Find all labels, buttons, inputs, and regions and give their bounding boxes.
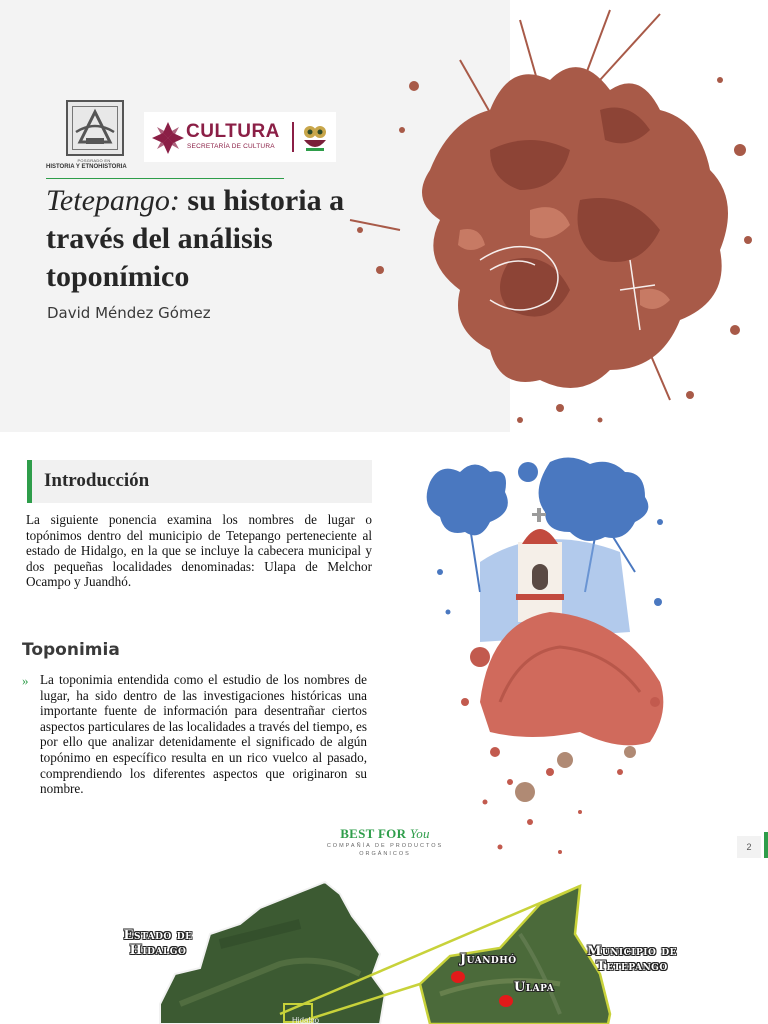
posgrado-logo-line2: HISTORIA Y ETNOHISTORIA — [46, 164, 127, 170]
intro-heading: Introducción — [44, 470, 150, 491]
church-dome-artwork — [420, 452, 680, 862]
posgrado-emblem-icon — [66, 100, 124, 156]
posgrado-logo — [46, 100, 142, 174]
title-rule — [46, 178, 284, 179]
title-italic: Tetepango: — [46, 184, 180, 217]
cultura-subtitle: SECRETARÍA DE CULTURA — [187, 143, 275, 150]
intro-paragraph: La siguiente ponencia examina los nombres de lugar o topónimos dentro del municipio de Tetepango perteneciente al estado de Hidalgo, en la que se incluye la cabecera municipal y dos pequeñas localidades denominadas: Ulapa de Melchor Ocampo y Juandhó. — [26, 512, 372, 590]
cultura-flower-icon — [148, 118, 188, 158]
page-number-accent — [764, 832, 768, 858]
map-label-hidalgo-small: Hidalgo — [292, 1016, 320, 1024]
brand-main: BEST FOR — [340, 826, 407, 841]
cultura-wordmark: CULTURA — [186, 121, 280, 142]
author-name: David Méndez Gómez — [47, 304, 211, 322]
cultura-divider — [292, 122, 294, 152]
ulapa-marker — [499, 995, 513, 1007]
posgrado-logo-line1: POSGRADO EN — [77, 158, 111, 163]
title-slide — [0, 0, 768, 432]
page-number: 2 — [737, 836, 761, 858]
cultura-logo — [144, 112, 336, 162]
toponimia-paragraph: La toponimia entendida como el estudio de los nombres de lugar, ha sido dentro de las investigaciones históricas una importante fuente de información para desentrañar ciertos aspectos particulares de las localidades a través del tiempo, es por ello que analizar detenidamente el significado de algún topónimo en específico resulta en un rico vuelco al pasado, comprendiendo los diferentes aspectos que originaron su nombre. — [40, 672, 367, 797]
map-label-estado: Estado de Hidalgo — [123, 928, 193, 958]
juandho-marker — [451, 971, 465, 983]
rock-carving-artwork — [340, 0, 768, 432]
hidalgo-shield-icon — [300, 120, 330, 154]
presentation-title — [46, 182, 346, 296]
brand-italic: You — [409, 826, 430, 841]
brand-subtitle: COMPAÑÍA DE PRODUCTOS ORGÁNICOS — [326, 843, 444, 857]
title-rest: su historia a través del análisis toponímico — [46, 184, 345, 293]
intro-heading-box — [27, 460, 372, 503]
intro-slide — [0, 432, 768, 864]
map-label-municipio: Municipio de Tetepango — [586, 944, 678, 974]
map-slide — [0, 864, 768, 1024]
map-label-ulapa: Ulapa — [514, 980, 555, 995]
bullet-marker: » — [22, 673, 29, 688]
toponimia-heading: Toponimia — [22, 640, 120, 660]
map-label-juandho: Juandhó — [460, 952, 517, 967]
